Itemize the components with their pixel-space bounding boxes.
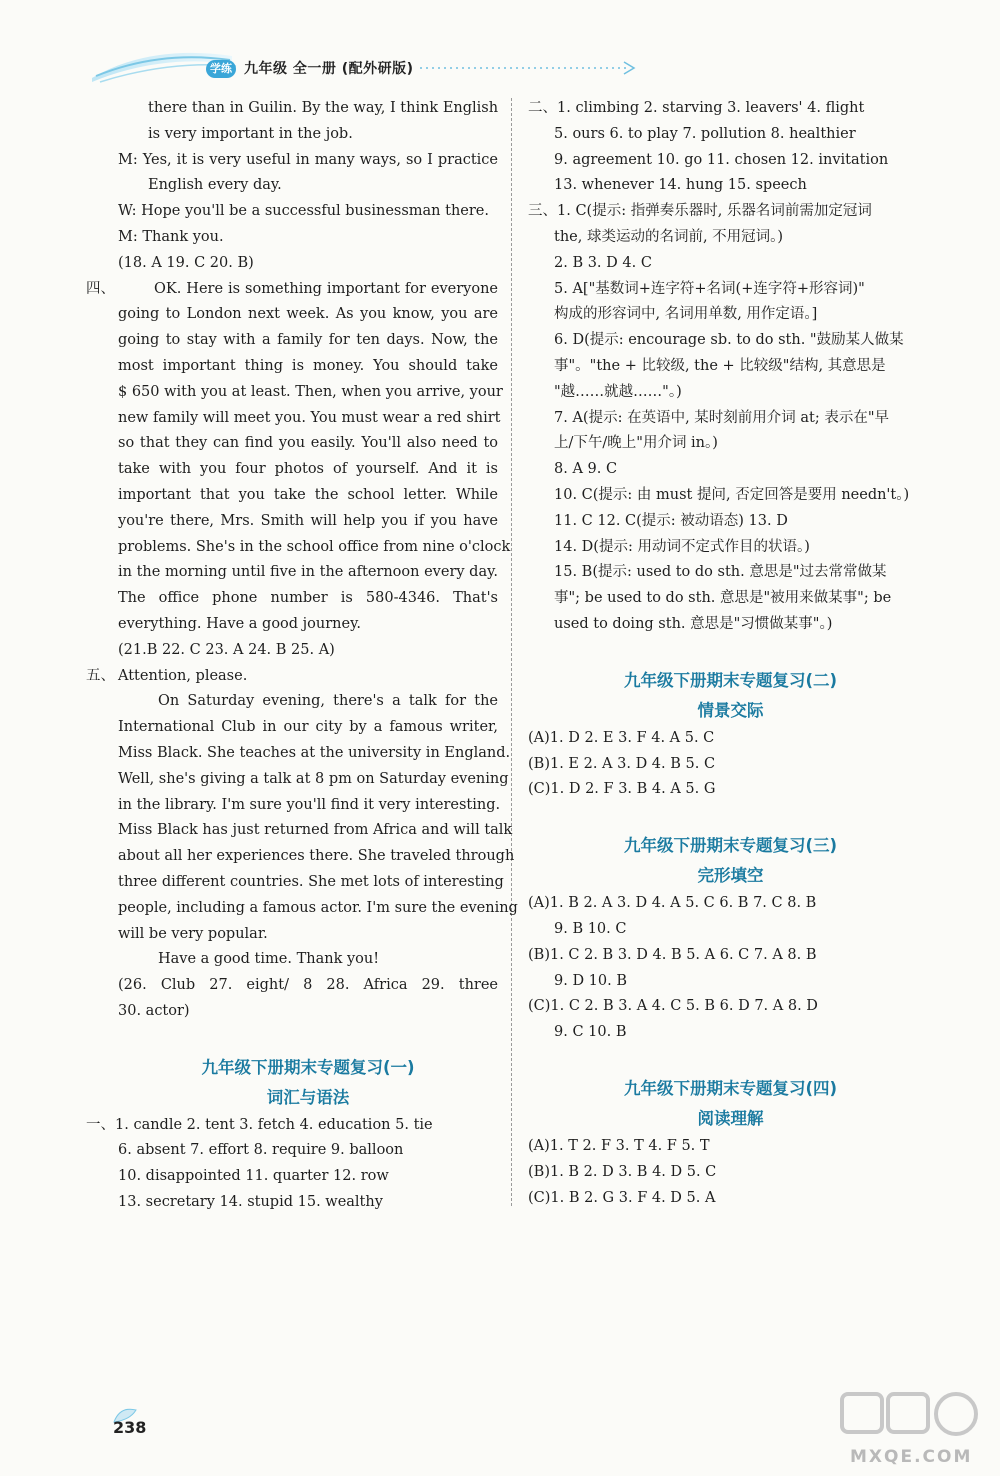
page-number: 238 [113, 1418, 147, 1437]
answer-line: (A)1. B 2. A 3. D 4. A 5. C 6. B 7. C 8. B [528, 895, 817, 912]
vocab-line: 一、1. candle 2. tent 3. fetch 4. education 5. tie [86, 1116, 433, 1133]
header-badge: 学练 [206, 60, 236, 78]
answer-line: 三、1. C(提示: 指弹奏乐器时, 乐器名词前需加定冠词 [528, 203, 872, 220]
text-line: will be very popular. [118, 925, 268, 942]
answer-line: 15. B(提示: used to do sth. 意思是"过去常常做某 [554, 564, 887, 581]
answer-line: (A)1. T 2. F 3. T 4. F 5. T [528, 1137, 710, 1154]
answer-line: 9. D 10. B [554, 972, 628, 989]
answer-line: (18. A 19. C 20. B) [118, 254, 254, 271]
text-line: most important thing is money. You should take [118, 357, 498, 374]
vocab-line: 10. disappointed 11. quarter 12. row [118, 1168, 389, 1185]
header-title: 九年级 全一册 (配外研版) [244, 61, 414, 77]
review-1-title: 九年级下册期末专题复习(一) [201, 1057, 415, 1077]
answer-line: used to doing sth. 意思是"习惯做某事"。) [554, 615, 833, 632]
text-line: you're there, Mrs. Smith will help you if you have [118, 512, 498, 529]
column-divider [511, 98, 512, 1206]
vocab-line: 6. absent 7. effort 8. require 9. balloon [118, 1142, 404, 1159]
answer-line: 事"。"the + 比较级, the + 比较级"结构, 其意思是 [554, 357, 886, 374]
text-line: three different countries. She met lots of interesting [118, 873, 504, 890]
right-column [528, 96, 933, 1211]
answer-line: 14. D(提示: 用动词不定式作目的状语。) [554, 538, 810, 555]
text-line: new family will meet you. You must wear a red shirt [118, 409, 501, 426]
text-line: there than in Guilin. By the way, I think English [148, 100, 499, 116]
review-3-title: 九年级下册期末专题复习(三) [623, 836, 838, 856]
text-line: On Saturday evening, there's a talk for the [158, 693, 498, 710]
text-line: M: Thank you. [118, 228, 224, 245]
answer-line: 9. B 10. C [554, 920, 627, 937]
answer-line: 上/下午/晚上"用介词 in。) [554, 435, 718, 452]
text-line: OK. Here is something important for everyone [154, 280, 498, 297]
answer-line: 9. C 10. B [554, 1024, 627, 1041]
text-line: going to stay with a family for ten days. Now, the [118, 332, 498, 349]
answer-line: (C)1. D 2. F 3. B 4. A 5. G [528, 781, 716, 798]
vocab-line: 13. secretary 14. stupid 15. wealthy [118, 1194, 383, 1211]
answer-line: (B)1. E 2. A 3. D 4. B 5. C [528, 755, 716, 772]
text-line: Attention, please. [118, 667, 248, 684]
answer-line: the, 球类运动的名词前, 不用冠词。) [554, 228, 784, 245]
review-2-title: 九年级下册期末专题复习(二) [623, 670, 838, 690]
text-line: problems. She's in the school office from nine o'clock [118, 538, 511, 555]
section-marker: 四、 [86, 280, 115, 297]
answer-line: (B)1. C 2. B 3. D 4. B 5. A 6. C 7. A 8. B [528, 946, 817, 963]
review-1-subtitle: 词汇与语法 [266, 1087, 350, 1107]
section-marker: 五、 [86, 667, 115, 684]
answer-line: 11. C 12. C(提示: 被动语态) 13. D [554, 512, 788, 529]
answer-line: 7. A(提示: 在英语中, 某时刻前用介词 at; 表示在"早 [554, 409, 890, 426]
answer-line: 8. A 9. C [554, 461, 618, 478]
answer-line: 30. actor) [118, 1002, 190, 1019]
answer-line: 9. agreement 10. go 11. chosen 12. invitation [554, 151, 889, 168]
text-line: in the morning until five in the afternoon every day. [118, 564, 498, 581]
text-line: Have a good time. Thank you! [158, 951, 380, 968]
answer-line: 10. C(提示: 由 must 提问, 否定回答是要用 needn't。) [554, 486, 910, 503]
answer-line: 5. ours 6. to play 7. pollution 8. healthier [554, 125, 856, 142]
text-line: everything. Have a good journey. [118, 615, 361, 632]
page-header [0, 0, 1000, 90]
text-line: Miss Black has just returned from Africa and will talk [118, 822, 513, 839]
text-line: is very important in the job. [148, 125, 353, 142]
text-line: English every day. [148, 177, 282, 194]
text-line: take with you four photos of yourself. And it is [118, 461, 498, 478]
text-line: people, including a famous actor. I'm sure the evening [118, 899, 518, 916]
text-line: International Club in our city by a famous writer, [118, 719, 498, 736]
review-4-subtitle: 阅读理解 [697, 1108, 764, 1128]
answer-line: 构成的形容词中, 名词用单数, 用作定语。] [554, 306, 818, 323]
text-line: Miss Black. She teaches at the university in England. [118, 744, 511, 761]
answer-line: (21.B 22. C 23. A 24. B 25. A) [118, 641, 335, 658]
section-5-line [86, 664, 498, 690]
answer-line: (C)1. C 2. B 3. A 4. C 5. B 6. D 7. A 8. D [528, 998, 818, 1015]
answer-line: 二、1. climbing 2. starving 3. leavers' 4. flight [528, 100, 865, 116]
answer-line: (B)1. B 2. D 3. B 4. D 5. C [528, 1163, 717, 1180]
answer-line: 13. whenever 14. hung 15. speech [554, 177, 807, 194]
answer-line: (26. Club 27. eight/ 8 28. Africa 29. three [118, 977, 498, 994]
answer-line: 事"; be used to do sth. 意思是"被用来做某事"; be [554, 590, 892, 607]
answer-line: (C)1. B 2. G 3. F 4. D 5. A [528, 1189, 716, 1206]
text-line: so that they can find you easily. You'll also need to [118, 435, 498, 452]
text-line: about all her experiences there. She traveled through [118, 848, 515, 865]
text-line: W: Hope you'll be a successful businessman there. [118, 203, 489, 220]
answer-line: 5. A["基数词+连字符+名词(+连字符+形容词)" [554, 280, 865, 297]
text-line: The office phone number is 580-4346. That's [118, 590, 498, 607]
text-line: M: Yes, it is very useful in many ways, so I practice [118, 151, 498, 168]
answer-line: (A)1. D 2. E 3. F 4. A 5. C [528, 729, 715, 746]
text-line: Well, she's giving a talk at 8 pm on Saturday evening [118, 770, 509, 787]
text-line: important that you take the school letter. While [118, 486, 498, 503]
review-4-title: 九年级下册期末专题复习(四) [623, 1078, 838, 1098]
section-4-line [86, 277, 498, 303]
text-line: $ 650 with you at least. Then, when you arrive, your [118, 383, 503, 400]
review-2-subtitle: 情景交际 [697, 700, 764, 720]
text-line: in the library. I'm sure you'll find it very interesting. [118, 796, 501, 813]
review-3-subtitle: 完形填空 [697, 866, 764, 886]
answer-line: 6. D(提示: encourage sb. to do sth. "鼓励某人做某 [554, 332, 904, 349]
text-line: going to London next week. As you know, you are [118, 306, 498, 323]
left-column [86, 96, 518, 1216]
answer-line: "越……就越……"。) [554, 383, 682, 400]
watermark-text: MXQE.COM [850, 1447, 973, 1467]
answer-line: 2. B 3. D 4. C [554, 254, 652, 271]
